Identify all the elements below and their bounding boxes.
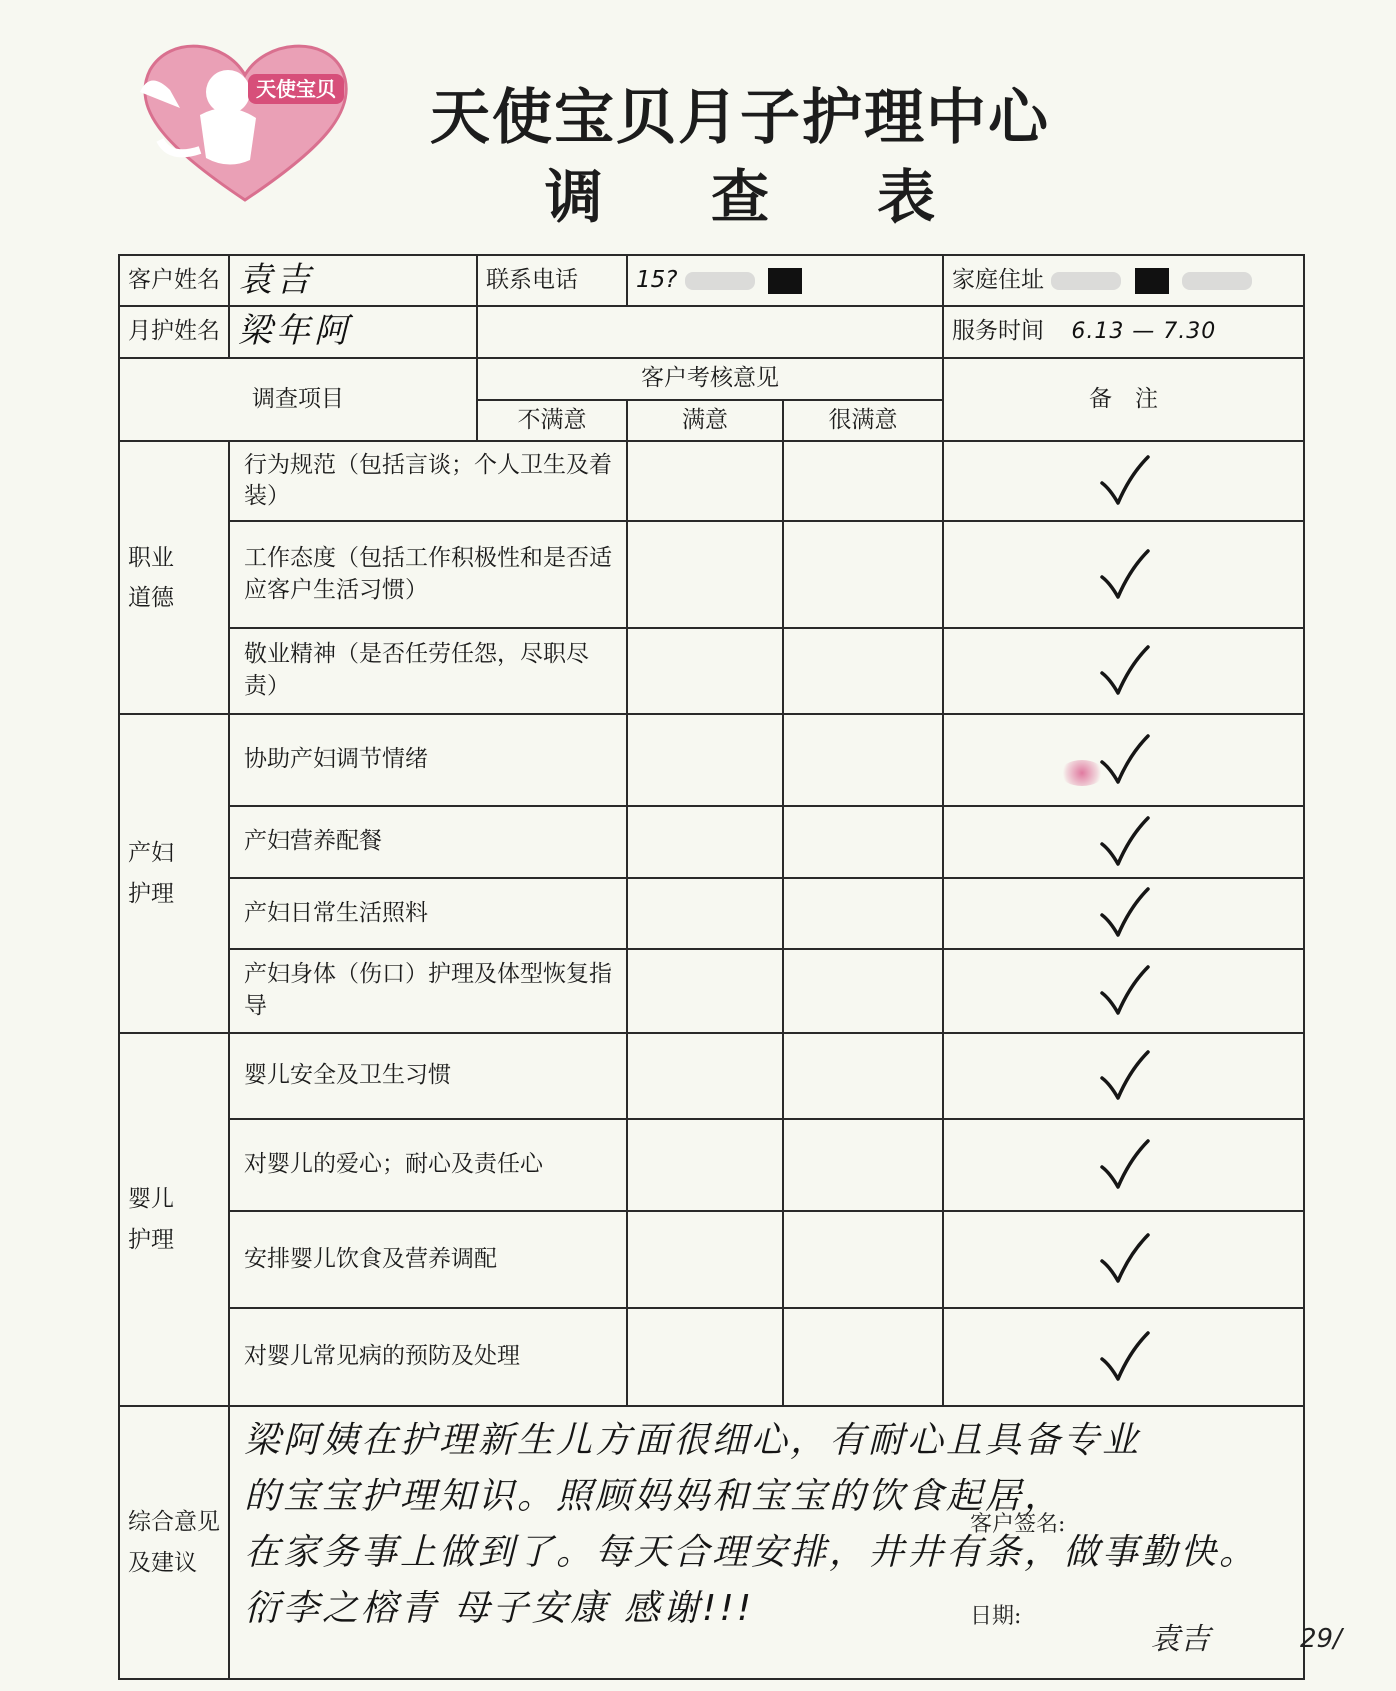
section-label: [119, 714, 229, 1033]
date-value: 29/: [1300, 1624, 1342, 1655]
comment-line-1: 梁阿姨在护理新生儿方面很细心，有耐心且具备专业: [244, 1420, 1142, 1462]
checkmark-icon: [1094, 1137, 1154, 1193]
nurse-name-label: 月护姓名: [119, 306, 229, 357]
survey-item-text: 安排婴儿饮食及营养调配: [229, 1211, 627, 1307]
survey-row: [119, 714, 1304, 806]
checkmark-icon: [1094, 643, 1154, 699]
comment-line-4: 衍李之榕青 母子安康 感谢!!!: [244, 1587, 755, 1629]
rating-cell-satisfied[interactable]: [783, 714, 943, 806]
survey-item-text: 敬业精神（是否任劳任怨，尽职尽责）: [229, 628, 627, 714]
comment-line-2: 的宝宝护理知识。照顾妈妈和宝宝的饮食起居，: [244, 1476, 1064, 1518]
page-title: 天使宝贝月子护理中心: [430, 83, 1050, 153]
address-redaction: [1051, 272, 1121, 290]
rating-cell-satisfied[interactable]: [783, 878, 943, 949]
rating-cell-satisfied[interactable]: [783, 949, 943, 1033]
phone-value: 15?: [636, 266, 678, 293]
rating-cell-very-satisfied[interactable]: [943, 1308, 1304, 1407]
checkmark-icon: [1094, 1329, 1154, 1385]
rating-cell-dissatisfied[interactable]: [627, 1308, 783, 1407]
rating-cell-very-satisfied[interactable]: [943, 1211, 1304, 1307]
survey-row: [119, 949, 1304, 1033]
very-satisfied-header: 很满意: [783, 400, 943, 442]
satisfied-header: 满意: [627, 400, 783, 442]
remarks-header: 备 注: [943, 358, 1304, 442]
phone-redaction-block: [768, 268, 802, 294]
rating-cell-satisfied[interactable]: [783, 441, 943, 521]
survey-row: [119, 1308, 1304, 1407]
page-subtitle: 调 查 表: [544, 163, 980, 231]
section-label-line2: 道德: [128, 584, 174, 611]
service-time-value: 6.13 — 7.30: [1071, 319, 1217, 345]
rating-cell-dissatisfied[interactable]: [627, 949, 783, 1033]
address-label: 家庭住址: [952, 266, 1045, 293]
rating-cell-very-satisfied[interactable]: [943, 714, 1304, 806]
rating-cell-very-satisfied[interactable]: [943, 628, 1304, 714]
dissatisfied-header: 不满意: [477, 400, 627, 442]
rating-cell-dissatisfied[interactable]: [627, 878, 783, 949]
survey-item-text: 对婴儿常见病的预防及处理: [229, 1308, 627, 1407]
section-label-line2: 护理: [128, 1226, 174, 1253]
rating-cell-satisfied[interactable]: [783, 1211, 943, 1307]
customer-name-label: 客户姓名: [119, 255, 229, 306]
rating-cell-very-satisfied[interactable]: [943, 1119, 1304, 1211]
section-label-line1: 婴儿: [128, 1186, 174, 1213]
comment-text: [244, 1413, 1293, 1636]
survey-item-text: 工作态度（包括工作积极性和是否适应客户生活习惯）: [229, 521, 627, 628]
rating-cell-dissatisfied[interactable]: [627, 1119, 783, 1211]
rating-cell-satisfied[interactable]: [783, 1033, 943, 1119]
rating-cell-satisfied[interactable]: [783, 628, 943, 714]
rating-cell-very-satisfied[interactable]: [943, 878, 1304, 949]
survey-body: [119, 441, 1304, 1406]
rating-cell-dissatisfied[interactable]: [627, 714, 783, 806]
rating-cell-dissatisfied[interactable]: [627, 521, 783, 628]
rating-cell-satisfied[interactable]: [783, 521, 943, 628]
section-label-line2: 护理: [128, 880, 174, 907]
rating-cell-satisfied[interactable]: [783, 806, 943, 877]
comments-label-line2: 及建议: [128, 1549, 197, 1576]
rating-cell-very-satisfied[interactable]: [943, 441, 1304, 521]
phone-field[interactable]: [627, 255, 943, 306]
rating-cell-very-satisfied[interactable]: [943, 949, 1304, 1033]
customer-name-value[interactable]: 袁吉: [229, 255, 477, 306]
survey-row: [119, 878, 1304, 949]
address-redaction-2: [1182, 272, 1252, 290]
signature-value: 袁吉: [1150, 1622, 1210, 1658]
survey-item-header: 调查项目: [119, 358, 477, 442]
checkmark-icon: [1094, 885, 1154, 941]
phone-redaction: [685, 272, 755, 290]
survey-row: [119, 1033, 1304, 1119]
comment-line-3: 在家务事上做到了。每天合理安排，井井有条，做事勤快。: [244, 1531, 1259, 1573]
survey-item-text: 产妇身体（伤口）护理及体型恢复指导: [229, 949, 627, 1033]
rating-cell-very-satisfied[interactable]: [943, 806, 1304, 877]
checkmark-icon: [1094, 1231, 1154, 1287]
date-label: 日期:: [970, 1604, 1022, 1630]
nurse-name-value[interactable]: 梁年阿: [229, 306, 477, 357]
section-label-line1: 职业: [128, 544, 174, 571]
survey-row: [119, 441, 1304, 521]
section-label: [119, 1033, 229, 1406]
checkmark-icon: [1094, 1048, 1154, 1104]
survey-form: [118, 254, 1342, 1680]
comments-label: [119, 1406, 229, 1679]
survey-item-text: 产妇日常生活照料: [229, 878, 627, 949]
rating-cell-dissatisfied[interactable]: [627, 1211, 783, 1307]
survey-row: [119, 628, 1304, 714]
opinion-header: 客户考核意见: [477, 358, 943, 400]
survey-item-text: 对婴儿的爱心；耐心及责任心: [229, 1119, 627, 1211]
service-time-cell[interactable]: [943, 306, 1304, 357]
service-time-label: 服务时间: [952, 318, 1045, 345]
rating-cell-dissatisfied[interactable]: [627, 806, 783, 877]
checkmark-icon: [1094, 814, 1154, 870]
logo-brand-text: 天使宝贝: [256, 77, 336, 101]
signature-label: 客户签名:: [970, 1512, 1066, 1538]
angel-baby-logo: [130, 30, 360, 210]
survey-item-text: 产妇营养配餐: [229, 806, 627, 877]
survey-row: [119, 1119, 1304, 1211]
address-redaction-block: [1135, 268, 1169, 294]
rating-cell-dissatisfied[interactable]: [627, 441, 783, 521]
empty-cell: [477, 306, 943, 357]
survey-row: [119, 521, 1304, 628]
survey-row: [119, 806, 1304, 877]
address-cell[interactable]: [943, 255, 1304, 306]
checkmark-icon: [1094, 963, 1154, 1019]
section-label-line1: 产妇: [128, 840, 174, 867]
comments-label-line1: 综合意见: [128, 1509, 220, 1536]
checkmark-icon: [1094, 453, 1154, 509]
survey-item-text: 行为规范（包括言谈；个人卫生及着装）: [229, 441, 627, 521]
rating-cell-satisfied[interactable]: [783, 1119, 943, 1211]
rating-cell-satisfied[interactable]: [783, 1308, 943, 1407]
rating-cell-very-satisfied[interactable]: [943, 1033, 1304, 1119]
checkmark-icon: [1094, 732, 1154, 788]
checkmark-icon: [1094, 547, 1154, 603]
ink-stain: [1060, 760, 1104, 786]
comments-field[interactable]: [229, 1406, 1342, 1679]
phone-label: 联系电话: [477, 255, 627, 306]
section-label: [119, 441, 229, 714]
survey-item-text: 协助产妇调节情绪: [229, 714, 627, 806]
rating-cell-very-satisfied[interactable]: [943, 521, 1304, 628]
rating-cell-dissatisfied[interactable]: [627, 1033, 783, 1119]
rating-cell-dissatisfied[interactable]: [627, 628, 783, 714]
survey-row: [119, 1211, 1304, 1307]
survey-item-text: 婴儿安全及卫生习惯: [229, 1033, 627, 1119]
